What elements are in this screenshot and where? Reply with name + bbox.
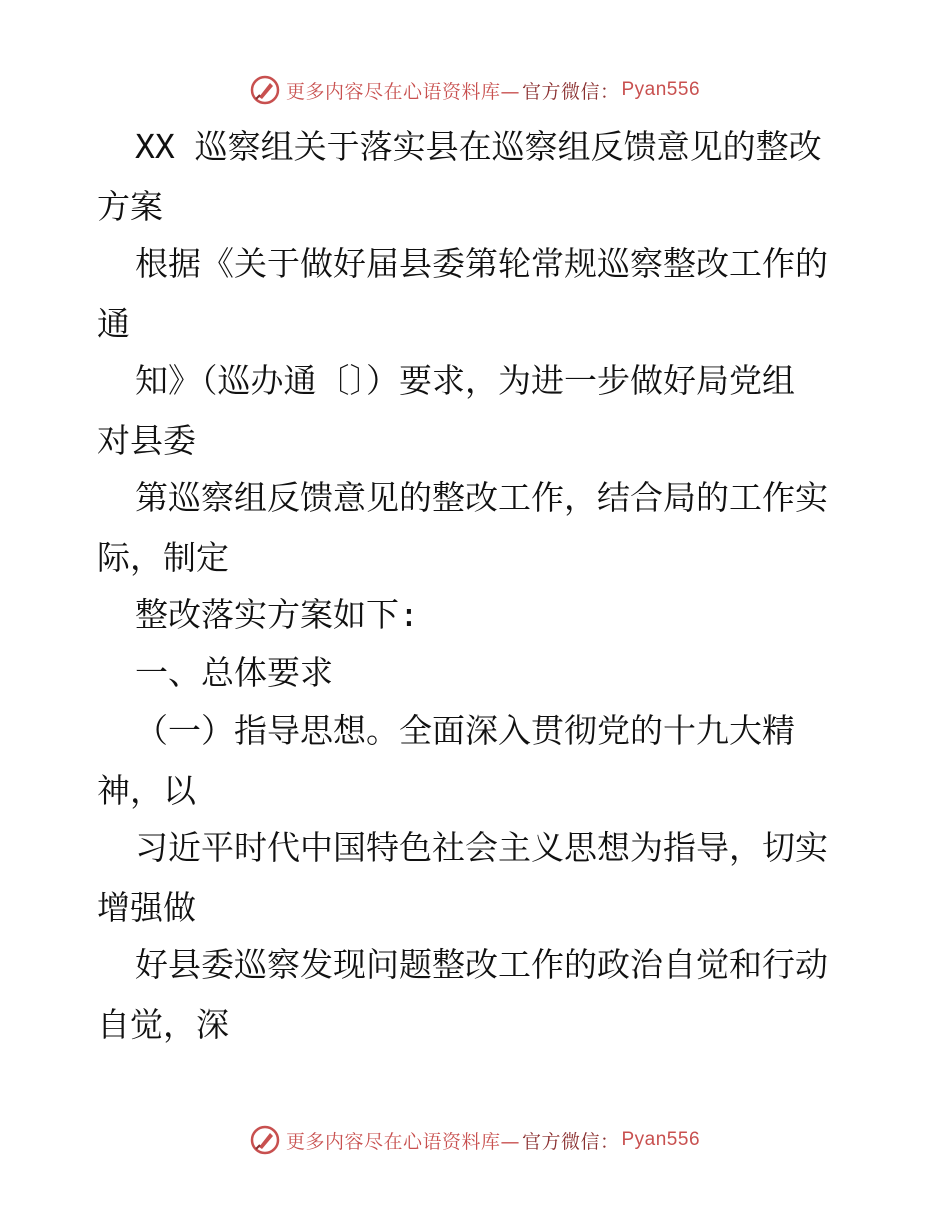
banner-prefix: 更多内容尽在心语资料库— bbox=[285, 80, 520, 103]
paragraph-line: 知》（巡办通〔〕）要求，为进一步做好局党组 bbox=[135, 361, 795, 400]
paragraph-line: 增强做 bbox=[97, 888, 196, 927]
section-heading: 一、总体要求 bbox=[135, 653, 333, 692]
paragraph-line: 第巡察组反馈意见的整改工作，结合局的工作实 bbox=[135, 478, 828, 517]
banner-account: Pyan556 bbox=[621, 1129, 701, 1150]
paragraph-line: 对县委 bbox=[97, 421, 196, 460]
paragraph-line: 神，以 bbox=[97, 771, 196, 810]
paragraph-line: （一）指导思想。全面深入贯彻党的十九大精 bbox=[135, 711, 795, 750]
header-banner bbox=[0, 70, 950, 110]
title-line-2: 方案 bbox=[97, 187, 163, 226]
quill-pen-icon bbox=[250, 75, 280, 105]
paragraph-line: 自觉，深 bbox=[97, 1005, 229, 1044]
paragraph-line: 通 bbox=[97, 304, 130, 343]
paragraph-line: 好县委巡察发现问题整改工作的政治自觉和行动 bbox=[135, 945, 828, 984]
paragraph-line: 习近平时代中国特色社会主义思想为指导，切实 bbox=[135, 828, 828, 867]
paragraph-line: 根据《关于做好届县委第轮常规巡察整改工作的 bbox=[135, 244, 828, 283]
quill-pen-icon bbox=[250, 1125, 280, 1155]
banner-prefix: 更多内容尽在心语资料库— bbox=[285, 1130, 520, 1153]
paragraph-line: 整改落实方案如下: bbox=[135, 595, 419, 634]
banner-wechat-label: 官方微信： bbox=[521, 80, 620, 103]
paragraph-line: 际，制定 bbox=[97, 538, 229, 577]
banner-wechat-label: 官方微信： bbox=[521, 1130, 620, 1153]
banner-account: Pyan556 bbox=[621, 79, 701, 100]
footer-banner bbox=[0, 1120, 950, 1160]
title-line-1: XX 巡察组关于落实县在巡察组反馈意见的整改 bbox=[135, 127, 822, 166]
